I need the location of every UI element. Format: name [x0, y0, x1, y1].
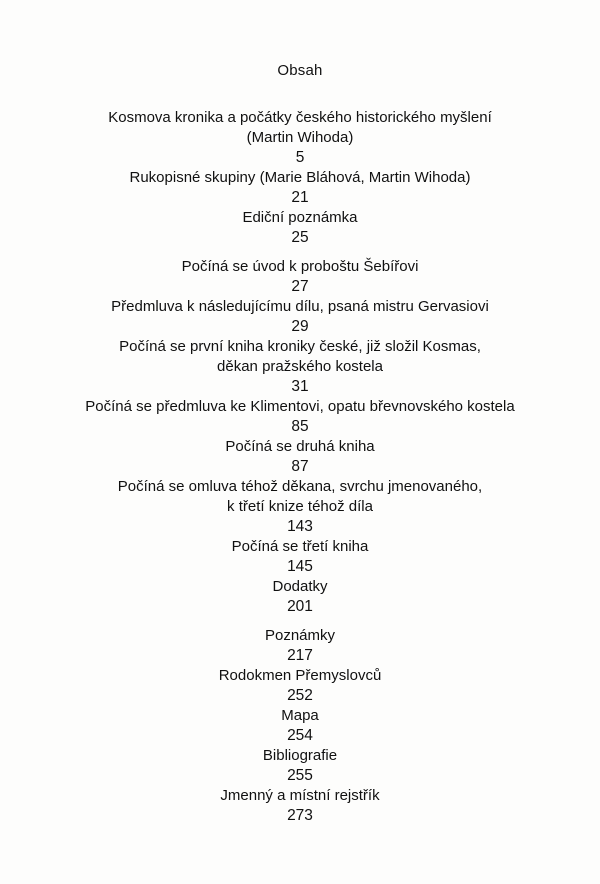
toc-entry: [0, 626, 600, 666]
toc-entry-page: 27: [291, 278, 309, 295]
toc-entry: [0, 168, 600, 208]
toc-entry: [0, 666, 600, 706]
toc-entry-title: Počíná se druhá kniha: [225, 438, 375, 455]
toc-entry: [0, 297, 600, 337]
toc-entry-page: 85: [291, 418, 309, 435]
toc-entry-title: Počíná se první kniha kroniky české, již složil Kosmas, děkan pražského kostela: [119, 338, 481, 375]
toc-entry-page: 143: [287, 518, 313, 535]
toc-entry: [0, 786, 600, 826]
toc-entry-page: 31: [291, 378, 309, 395]
toc-entry-title: Kosmova kronika a počátky českého historického myšlení (Martin Wihoda): [108, 109, 492, 146]
toc-entry-page: 252: [287, 687, 313, 704]
toc-entry-title: Počíná se omluva téhož děkana, svrchu jmenovaného, k třetí knize téhož díla: [117, 478, 483, 515]
toc-entry: [0, 108, 600, 168]
toc-entry-title: Počíná se předmluva ke Klimentovi, opatu břevnovského kostela: [85, 398, 515, 415]
toc-entry: [0, 337, 600, 397]
toc-entry-page: 29: [291, 318, 309, 335]
toc-entry-title: Počíná se třetí kniha: [231, 538, 369, 555]
toc-entry: [0, 257, 600, 297]
toc-entry-title: Ediční poznámka: [242, 209, 358, 226]
toc-entry-title: Rukopisné skupiny (Marie Bláhová, Martin Wihoda): [129, 169, 471, 186]
toc-entry: [0, 397, 600, 437]
toc-entry-page: 273: [287, 807, 313, 824]
toc-entry: [0, 477, 600, 537]
toc-entry-title: Bibliografie: [262, 747, 338, 764]
toc-entry-title: Poznámky: [264, 627, 336, 644]
toc-entry-page: 21: [291, 189, 309, 206]
toc-entry-title: Počíná se úvod k proboštu Šebířovi: [181, 258, 419, 275]
toc-entry-title: Předmluva k následujícímu dílu, psaná mistru Gervasiovi: [111, 298, 489, 315]
page-title: Obsah: [277, 62, 323, 79]
toc-entry-page: 217: [287, 647, 313, 664]
toc-entry: [0, 208, 600, 248]
toc-entry-title: Mapa: [281, 707, 319, 724]
toc-entry-page: 201: [287, 598, 313, 615]
toc-entry-page: 25: [291, 229, 309, 246]
toc-entry: [0, 537, 600, 577]
toc-entry-page: 87: [291, 458, 309, 475]
toc-entry-title: Dodatky: [272, 578, 328, 595]
toc-entry: [0, 577, 600, 617]
toc-entry-title: Jmenný a místní rejstřík: [220, 787, 380, 804]
toc-entry: [0, 746, 600, 786]
toc-entry-page: 255: [287, 767, 313, 784]
toc-entry-page: 254: [287, 727, 313, 744]
toc-entry: [0, 706, 600, 746]
toc-entry-title: Rodokmen Přemyslovců: [218, 667, 382, 684]
toc-entry-page: 145: [287, 558, 313, 575]
toc-entry: [0, 437, 600, 477]
table-of-contents: [0, 108, 600, 826]
toc-entry-page: 5: [295, 149, 305, 166]
